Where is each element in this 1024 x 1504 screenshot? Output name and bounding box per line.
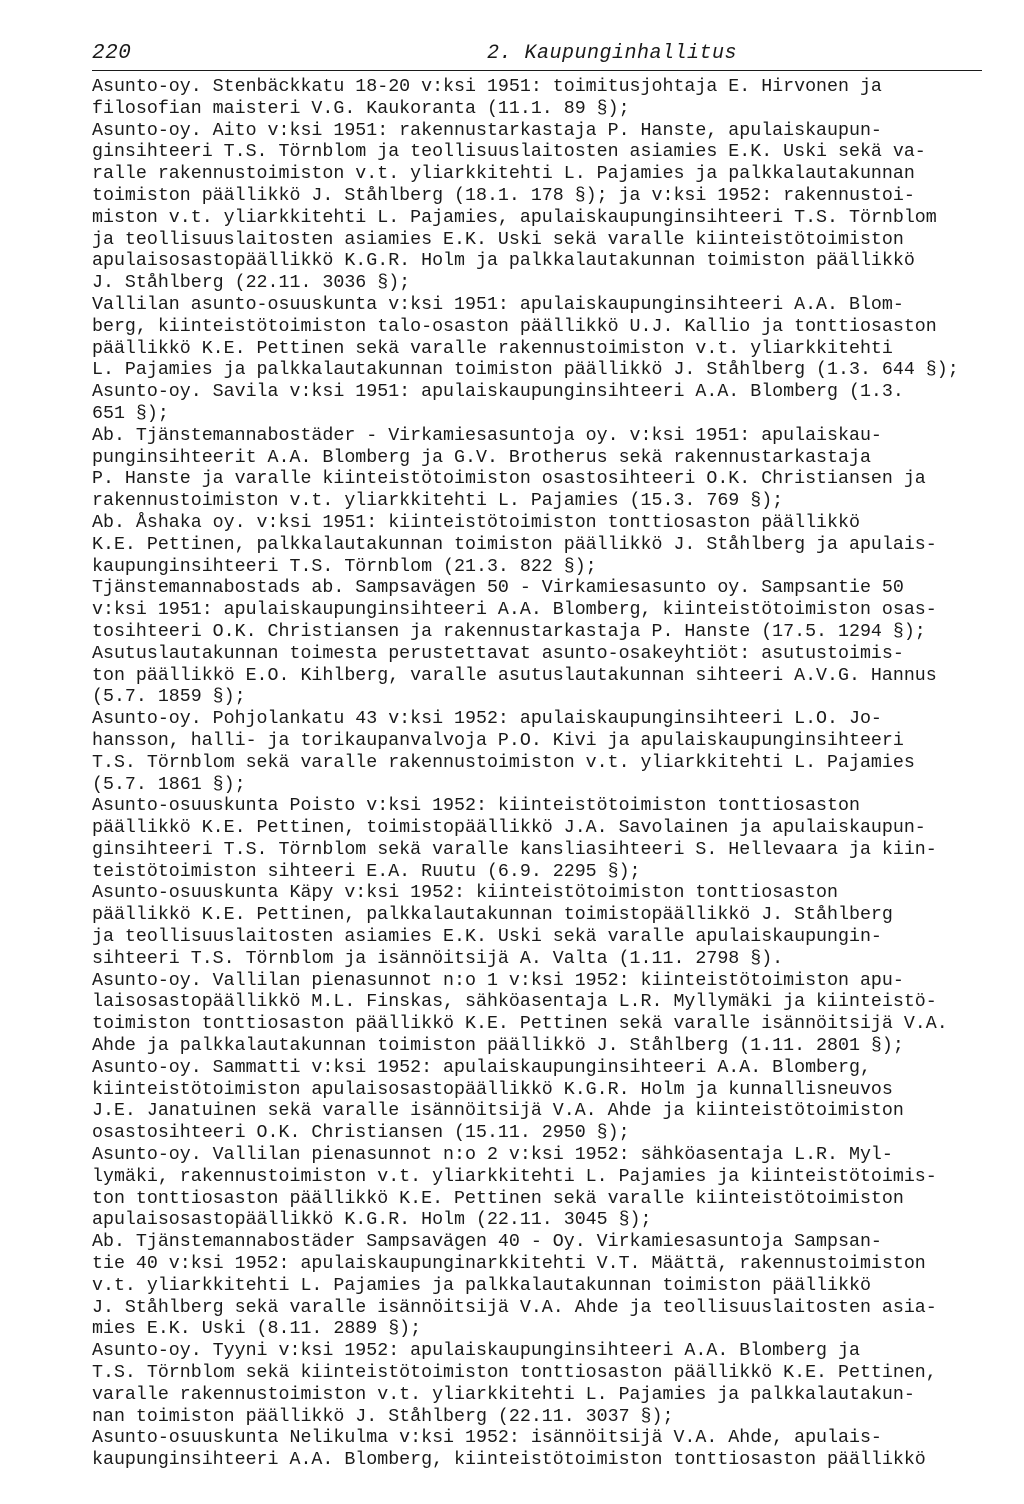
body-text bbox=[92, 77, 992, 1472]
text-line: Asunto-oy. Vallilan pienasunnot n:o 1 v:ksi 1952: kiinteistötoimiston apu- bbox=[92, 970, 904, 991]
text-line: T.S. Törnblom sekä kiinteistötoimiston tonttiosaston päällikkö K.E. Pettinen, bbox=[92, 1363, 937, 1384]
text-line: v.t. yliarkkitehti L. Pajamies ja palkkalautakunnan toimiston päällikkö bbox=[92, 1275, 871, 1296]
text-line: Vallilan asunto-osuuskunta v:ksi 1951: apulaiskaupunginsihteeri A.A. Blom- bbox=[92, 294, 904, 315]
text-line: Asunto-oy. Vallilan pienasunnot n:o 2 v:ksi 1952: sähköasentaja L.R. Myl- bbox=[92, 1145, 893, 1166]
text-line: Asunto-osuuskunta Poisto v:ksi 1952: kiinteistötoimiston tonttiosaston bbox=[92, 796, 860, 817]
page-header bbox=[92, 40, 982, 71]
text-line: kiinteistötoimiston apulaisosastopäällikkö K.G.R. Holm ja kunnallisneuvos bbox=[92, 1079, 893, 1100]
text-line: Asunto-oy. Stenbäckkatu 18-20 v:ksi 1951: toimitusjohtaja E. Hirvonen ja bbox=[92, 77, 882, 97]
text-line: päällikkö K.E. Pettinen sekä varalle rakennustoimiston v.t. yliarkkitehti bbox=[92, 338, 893, 359]
text-line: ja teollisuuslaitosten asiamies E.K. Uski sekä varalle apulaiskaupungin- bbox=[92, 927, 882, 948]
text-line: kaupunginsihteeri T.S. Törnblom (21.3. 822 §); bbox=[92, 556, 597, 577]
text-line: L. Pajamies ja palkkalautakunnan toimiston päällikkö J. Ståhlberg (1.3. 644 §); bbox=[92, 360, 959, 381]
text-line: toimiston päällikkö J. Ståhlberg (18.1. 178 §); ja v:ksi 1952: rakennustoi- bbox=[92, 185, 915, 206]
text-line: osastosihteeri O.K. Christiansen (15.11. 2950 §); bbox=[92, 1123, 630, 1144]
text-line: Asunto-oy. Pohjolankatu 43 v:ksi 1952: apulaiskaupunginsihteeri L.O. Jo- bbox=[92, 709, 882, 730]
text-line: punginsihteerit A.A. Blomberg ja G.V. Brotherus sekä rakennustarkastaja bbox=[92, 447, 871, 468]
text-line: toimiston tonttiosaston päällikkö K.E. Pettinen sekä varalle isännöitsijä V.A. bbox=[92, 1014, 948, 1035]
text-line: J. Ståhlberg sekä varalle isännöitsijä V.A. Ahde ja teollisuuslaitosten asia- bbox=[92, 1297, 937, 1318]
text-line: Ahde ja palkkalautakunnan toimiston päällikkö J. Ståhlberg (1.11. 2801 §); bbox=[92, 1036, 904, 1057]
text-line: sihteeri T.S. Törnblom ja isännöitsijä A. Valta (1.11. 2798 §). bbox=[92, 948, 784, 969]
text-line: mies E.K. Uski (8.11. 2889 §); bbox=[92, 1319, 422, 1340]
text-line: Ab. Tjänstemannabostäder - Virkamiesasuntoja oy. v:ksi 1951: apulaiskau- bbox=[92, 425, 882, 446]
text-line: Ab. Åshaka oy. v:ksi 1951: kiinteistötoimiston tonttiosaston päällikkö bbox=[92, 512, 860, 533]
text-line: Asunto-osuuskunta Käpy v:ksi 1952: kiinteistötoimiston tonttiosaston bbox=[92, 883, 838, 904]
text-line: Asunto-osuuskunta Nelikulma v:ksi 1952: isännöitsijä V.A. Ahde, apulais- bbox=[92, 1428, 882, 1449]
text-line: päällikkö K.E. Pettinen, palkkalautakunnan toimistopäällikkö J. Ståhlberg bbox=[92, 905, 893, 926]
text-line: K.E. Pettinen, palkkalautakunnan toimiston päällikkö J. Ståhlberg ja apulais- bbox=[92, 534, 937, 555]
text-line: tosihteeri O.K. Christiansen ja rakennustarkastaja P. Hanste (17.5. 1294 §); bbox=[92, 621, 926, 642]
text-line: nan toimiston päällikkö J. Ståhlberg (22.11. 3037 §); bbox=[92, 1406, 674, 1427]
text-line: apulaisosastopäällikkö K.G.R. Holm (22.11. 3045 §); bbox=[92, 1210, 652, 1231]
text-line: rakennustoimiston v.t. yliarkkitehti L. Pajamies (15.3. 769 §); bbox=[92, 491, 784, 512]
text-line: T.S. Törnblom sekä varalle rakennustoimiston v.t. yliarkkitehti L. Pajamies bbox=[92, 752, 915, 773]
text-line: Asutuslautakunnan toimesta perustettavat asunto-osakeyhtiöt: asutustoimis- bbox=[92, 643, 904, 664]
text-line: lymäki, rakennustoimiston v.t. yliarkkitehti L. Pajamies ja kiinteistötoimis- bbox=[92, 1166, 937, 1187]
text-line: päällikkö K.E. Pettinen, toimistopäällikkö J.A. Savolainen ja apulaiskaupun- bbox=[92, 818, 926, 839]
text-line: (5.7. 1859 §); bbox=[92, 687, 246, 708]
text-line: laisosastopäällikkö M.L. Finskas, sähköasentaja L.R. Myllymäki ja kiinteistö- bbox=[92, 992, 937, 1013]
text-line: berg, kiinteistötoimiston talo-osaston päällikkö U.J. Kallio ja tonttiosaston bbox=[92, 316, 937, 337]
text-line: kaupunginsihteeri A.A. Blomberg, kiinteistötoimiston tonttiosaston päällikkö bbox=[92, 1450, 926, 1471]
text-line: filosofian maisteri V.G. Kaukoranta (11.1. 89 §); bbox=[92, 98, 630, 119]
text-line: apulaisosastopäällikkö K.G.R. Holm ja palkkalautakunnan toimiston päällikkö bbox=[92, 251, 915, 272]
text-line: Tjänstemannabostads ab. Sampsavägen 50 - Virkamiesasunto oy. Sampsantie 50 bbox=[92, 578, 904, 599]
text-line: J. Ståhlberg (22.11. 3036 §); bbox=[92, 273, 411, 294]
page-number: 220 bbox=[92, 42, 132, 65]
text-line: (5.7. 1861 §); bbox=[92, 774, 246, 795]
text-line: Asunto-oy. Tyyni v:ksi 1952: apulaiskaupunginsihteeri A.A. Blomberg ja bbox=[92, 1341, 860, 1362]
text-line: varalle rakennustoimiston v.t. yliarkkitehti L. Pajamies ja palkkalautakun- bbox=[92, 1384, 915, 1405]
text-line: teistötoimiston sihteeri E.A. Ruutu (6.9. 2295 §); bbox=[92, 861, 641, 882]
text-line: ja teollisuuslaitosten asiamies E.K. Uski sekä varalle kiinteistötoimiston bbox=[92, 229, 904, 250]
text-line: Asunto-oy. Aito v:ksi 1951: rakennustarkastaja P. Hanste, apulaiskaupun- bbox=[92, 120, 882, 141]
text-line: Asunto-oy. Savila v:ksi 1951: apulaiskaupunginsihteeri A.A. Blomberg (1.3. bbox=[92, 382, 904, 403]
text-line: ginsihteeri T.S. Törnblom ja teollisuuslaitosten asiamies E.K. Uski sekä va- bbox=[92, 142, 926, 163]
text-line: v:ksi 1951: apulaiskaupunginsihteeri A.A. Blomberg, kiinteistötoimiston osas- bbox=[92, 600, 937, 621]
text-line: ton tonttiosaston päällikkö K.E. Pettinen sekä varalle kiinteistötoimiston bbox=[92, 1188, 904, 1209]
text-line: Asunto-oy. Sammatti v:ksi 1952: apulaiskaupunginsihteeri A.A. Blomberg, bbox=[92, 1057, 871, 1078]
text-line: 651 §); bbox=[92, 403, 169, 424]
text-line: hansson, halli- ja torikaupanvalvoja P.O. Kivi ja apulaiskaupunginsihteeri bbox=[92, 730, 904, 751]
text-line: tie 40 v:ksi 1952: apulaiskaupunginarkkitehti V.T. Määttä, rakennustoimiston bbox=[92, 1254, 926, 1275]
text-line: Ab. Tjänstemannabostäder Sampsavägen 40 - Oy. Virkamiesasuntoja Sampsan- bbox=[92, 1232, 882, 1253]
text-line: P. Hanste ja varalle kiinteistötoimiston osastosihteeri O.K. Christiansen ja bbox=[92, 469, 926, 490]
text-line: miston v.t. yliarkkitehti L. Pajamies, apulaiskaupunginsihteeri T.S. Törnblom bbox=[92, 207, 937, 228]
text-line: ton päällikkö E.O. Kihlberg, varalle asutuslautakunnan sihteeri A.V.G. Hannus bbox=[92, 665, 937, 686]
running-title: 2. Kaupunginhallitus bbox=[487, 42, 738, 65]
text-line: ginsihteeri T.S. Törnblom sekä varalle kansliasihteeri S. Hellevaara ja kiin- bbox=[92, 839, 937, 860]
text-line: ralle rakennustoimiston v.t. yliarkkitehti L. Pajamies ja palkkalautakunnan bbox=[92, 164, 915, 185]
text-line: J.E. Janatuinen sekä varalle isännöitsijä V.A. Ahde ja kiinteistötoimiston bbox=[92, 1101, 904, 1122]
